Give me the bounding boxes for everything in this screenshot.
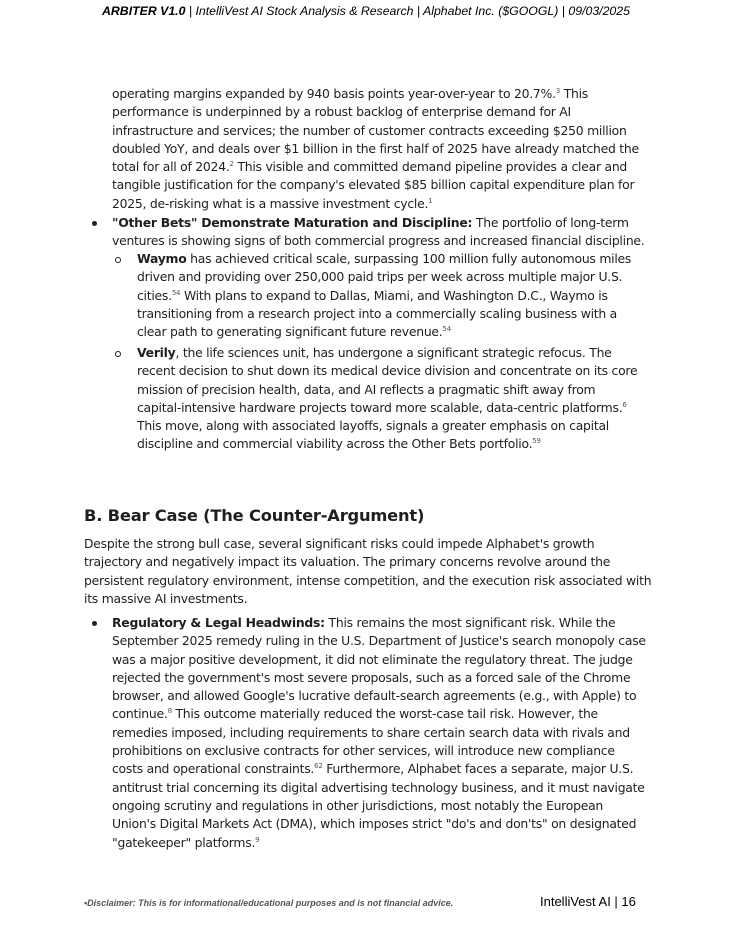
footnote-ref[interactable]: 3 <box>555 87 560 95</box>
other-bets-bullet: "Other Bets" Demonstrate Maturation and Discipline: The portfolio of long-term ventures is showing signs of both commercial progress and increased financial discipline. <box>112 215 645 249</box>
footnote-ref[interactable]: 54 <box>442 325 451 334</box>
header-details: | IntelliVest AI Stock Analysis & Research | Alphabet Inc. ($GOOGL) | 09/03/2025 <box>185 4 630 18</box>
bullet-dot-icon <box>92 221 97 226</box>
bullet-dot-icon <box>92 621 97 626</box>
other-bets-title: "Other Bets" Demonstrate Maturation and Discipline: <box>112 215 473 230</box>
regulatory-bullet: Regulatory & Legal Headwinds: This remains the most significant risk. While the September 2025 remedy ruling in the U.S. Department of Justice's search monopoly case was a major positive development, it did not eliminate the regulatory threat. The judge rejected the government's most severe proposals, such as a forced sale of the Chrome browser, and allowed Google's lucrative default-search agreements (e.g., with Apple) to continue.$^8$ This outcome materially reduced the worst-case tail risk. However, the remedies imposed, including requirements to share certain search data with rivals and prohibitions on exclusive contracts for other services, will introduce new compliance costs and operational constraints.$^{62}$ Furthermore, Alphabet faces a separate, major U.S. antitrust trial concerning its digital advertising technology business, and it must navigate ongoing scrutiny and regulations in other jurisdictions, most notably the European Union's Digital Markets Act (DMA), which imposes strict "do's and don'ts" on designated "gatekeeper" platforms.$^9$ <box>112 615 646 850</box>
waymo-label: Waymo <box>137 251 187 266</box>
footnote-ref[interactable]: 8 <box>167 707 172 716</box>
bear-case-intro: Despite the strong bull case, several significant risks could impede Alphabet's growth trajectory and negatively impact its valuation. The primary concerns revolve around the persistent regulatory environment, intense competition, and the execution risk associated with its massive AI investments. <box>84 536 652 606</box>
regulatory-title: Regulatory & Legal Headwinds: <box>112 615 325 630</box>
footnote-ref[interactable]: 6 <box>622 400 627 409</box>
verily-label: Verily <box>137 345 176 360</box>
footnote-ref[interactable]: 1 <box>428 196 433 205</box>
bullet-circle-icon <box>115 351 121 357</box>
footnote-ref[interactable]: 62 <box>314 762 323 771</box>
footnote-ref[interactable]: 59 <box>532 437 541 446</box>
footnote-ref[interactable]: 9 <box>255 835 260 844</box>
header-brand: ARBITER V1.0 <box>102 4 186 18</box>
page-header <box>0 4 732 18</box>
footnote-ref[interactable]: 2 <box>229 160 234 169</box>
bullet-circle-icon <box>115 257 121 263</box>
waymo-subbullet: Waymo has achieved critical scale, surpassing 100 million fully autonomous miles driven and providing over 250,000 paid trips per week across multiple major U.S. cities.$^{54}$ With plans to expand to Dallas, Miami, and Washington D.C., Waymo is transitioning from a research project into a commercially scaling business with a clear path to generating significant future revenue.$^{54}$ <box>137 251 632 340</box>
verily-subbullet: Verily, the life sciences unit, has undergone a significant strategic refocus. The recent decision to shut down its medical device division and concentrate on its core mission of precision health, data, and AI reflects a pragmatic shift away from capital-intensive hardware projects toward more scalable, data-centric platforms.$^6$ This move, along with associated layoffs, signals a greater emphasis on capital discipline and commercial viability across the Other Bets portfolio.$^{59}$ <box>137 345 638 452</box>
footnote-ref[interactable]: 54 <box>171 288 181 297</box>
footer-disclaimer: •Disclaimer: This is for informational/educational purposes and is not financial advice. <box>84 898 454 908</box>
section-heading: B. Bear Case (The Counter-Argument) <box>84 506 425 525</box>
continuation-paragraph: operating margins expanded by 940 basis points year-over-year to 20.7%.$^3$ This performance is underpinned by a robust backlog of enterprise demand for AI infrastructure and services; the number of customer contracts exceeding $250 million doubled YoY, and deals over $1 billion in the first half of 2025 have already matched the total for all of 2024.$^2$ This visible and committed demand pipeline provides a clear and tangible justification for the company's elevated $85 billion capital expenditure plan for 2025, de-risking what is a massive investment cycle.$^1$ <box>112 86 639 211</box>
footer-page-number: IntelliVest AI | 16 <box>540 894 636 909</box>
